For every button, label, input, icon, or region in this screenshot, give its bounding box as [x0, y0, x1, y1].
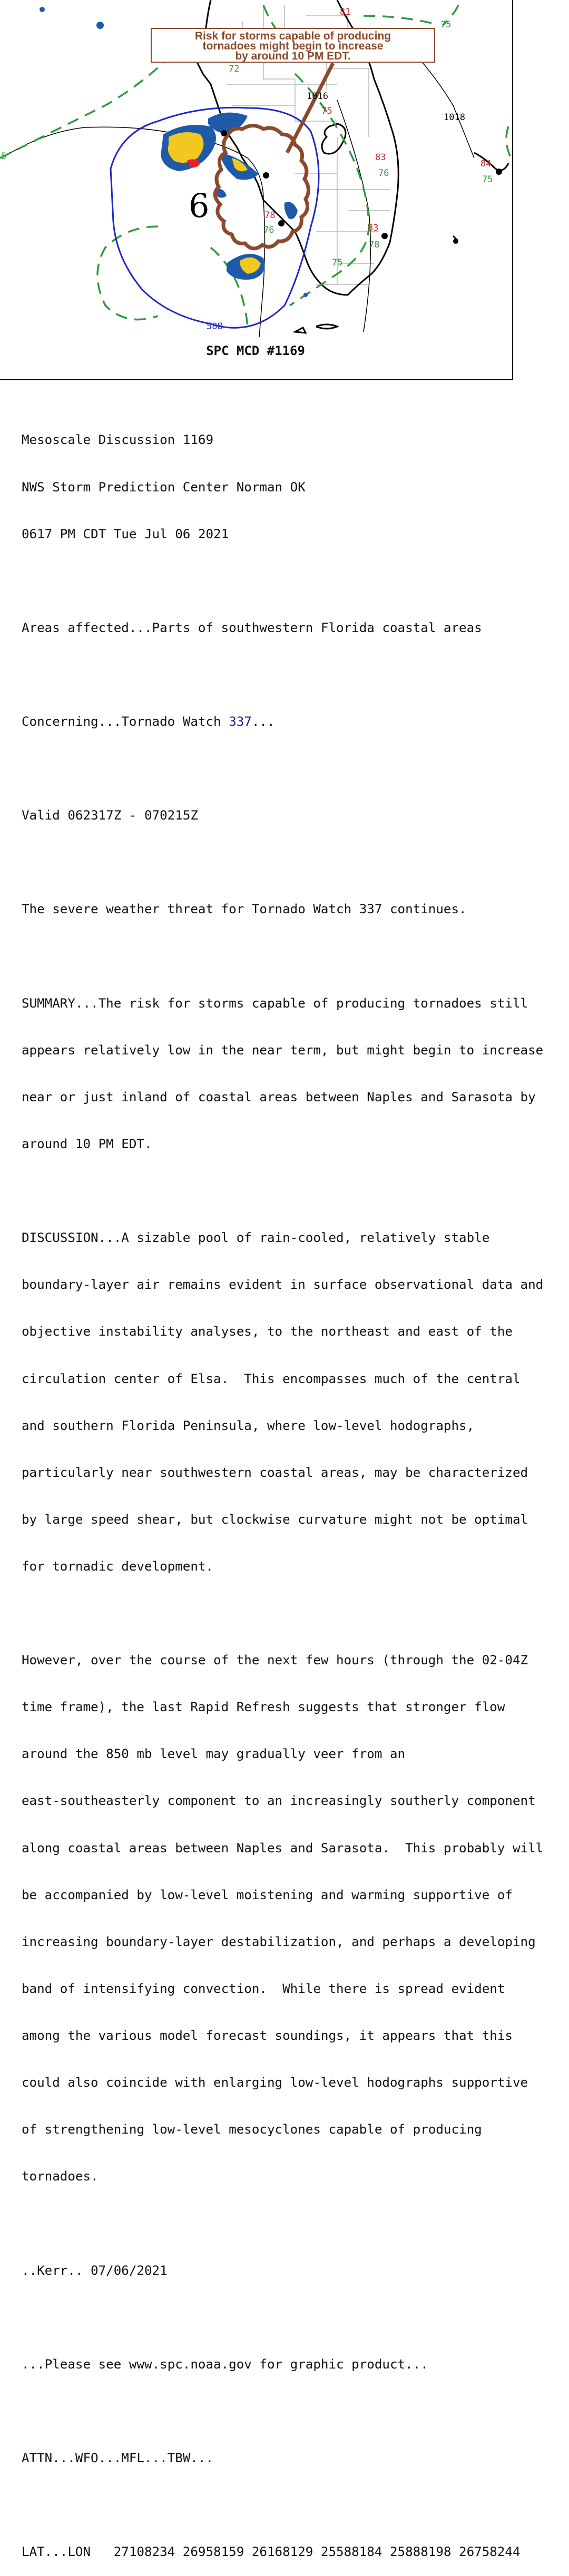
mcd-outline — [215, 126, 308, 249]
dewpoint-76b-label: 76 — [263, 225, 274, 235]
discussion-line: boundary-layer air remains evident in surface observational data and — [22, 1277, 544, 1292]
dewpoint-78-label: 78 — [369, 240, 380, 250]
discussion-text — [22, 401, 564, 2576]
discussion-line: objective instability analyses, to the northeast and east of the — [22, 1324, 513, 1339]
md-title: Mesoscale Discussion 1169 — [22, 432, 214, 448]
temp-81-label: 81 — [340, 7, 351, 17]
however-line: could also coincide with enlarging low-level hodographs supportive — [22, 2075, 528, 2090]
discussion-line: by large speed shear, but clockwise curvature might not be optimal — [22, 1512, 528, 1527]
dewpoint-75-right-label: 75 — [482, 174, 493, 185]
tornado-watch-link[interactable]: 337 — [229, 714, 252, 729]
callout-line: Risk for storms capable of producing — [194, 30, 391, 42]
discussion-line: circulation center of Elsa. This encompasses much of the central — [22, 1371, 521, 1386]
attn-offices: ATTN...WFO...MFL...TBW... — [22, 2450, 214, 2465]
isobar-1016-label: 1016 — [307, 91, 328, 102]
summary-line: appears relatively low in the near term, but might begin to increase — [22, 1042, 544, 1058]
temp-84-label: 84 — [480, 159, 492, 169]
isobars — [11, 55, 474, 337]
mcd-map-graphic — [0, 0, 513, 380]
callout-line: by around 10 PM EDT. — [235, 50, 351, 62]
concerning-line — [22, 714, 564, 730]
however-line: increasing boundary-layer destabilization, and perhaps a developing — [22, 1934, 536, 1949]
valid-time: Valid 062317Z - 070215Z — [22, 808, 198, 823]
however-line: around the 850 mb level may gradually veer from an — [22, 1746, 406, 1762]
summary-line: SUMMARY...The risk for storms capable of producing tornadoes still — [22, 995, 528, 1011]
however-line: band of intensifying convection. While there is spread evident — [22, 1981, 505, 1996]
however-line: along coastal areas between Naples and Sarasota. This probably will — [22, 1840, 544, 1855]
temp-83a-label: 83 — [375, 152, 386, 163]
temp-78-label: 78 — [264, 210, 276, 221]
dewpoint-5-left-label: 5 — [1, 151, 7, 162]
forecaster-signature: ..Kerr.. 07/06/2021 — [22, 2263, 168, 2278]
callout-line: tornadoes might begin to increase — [202, 40, 384, 52]
map-caption: SPC MCD #1169 — [206, 343, 305, 358]
temp-75-label: 75 — [321, 106, 332, 116]
md-office: NWS Storm Prediction Center Norman OK — [22, 479, 306, 495]
md-issued: 0617 PM CDT Tue Jul 06 2021 — [22, 526, 229, 541]
discussion-line: particularly near southwestern coastal areas, may be characterized — [22, 1465, 528, 1480]
discussion-line: and southern Florida Peninsula, where low-level hodographs, — [22, 1418, 475, 1433]
discussion-line: for tornadic development. — [22, 1558, 214, 1574]
however-line: However, over the course of the next few hours (through the 02-04Z — [22, 1653, 528, 1668]
dewpoint-75-top-label: 75 — [440, 19, 452, 30]
however-line: of strengthening low-level mesocyclones capable of producing — [22, 2122, 482, 2137]
concerning-suffix: ... — [251, 714, 275, 729]
dewpoint-75-mid-label: 75 — [332, 258, 343, 268]
areas-affected: Areas affected...Parts of southwestern Florida coastal areas — [22, 620, 482, 635]
tropical-storm-icon: 6 — [189, 186, 210, 225]
summary-line: near or just inland of coastal areas between Naples and Sarasota by — [22, 1089, 536, 1104]
isobar-1018-label: 1018 — [444, 112, 465, 123]
discussion-line: DISCUSSION...A sizable pool of rain-cooled, relatively stable — [22, 1230, 490, 1246]
temp-83b-label: 83 — [368, 223, 379, 233]
contour-588-label: 588 — [207, 321, 223, 332]
dewpoint-72-label: 72 — [229, 64, 240, 74]
however-line: time frame), the last Rapid Refresh suggests that stronger flow — [22, 1700, 505, 1715]
summary-line: around 10 PM EDT. — [22, 1136, 152, 1151]
map-callout-box — [151, 28, 435, 63]
concerning-prefix: Concerning...Tornado Watch — [22, 714, 229, 729]
however-line: among the various model forecast soundings, it appears that this — [22, 2028, 513, 2044]
however-line: east-southeasterly component to an increasingly southerly component — [22, 1793, 536, 1809]
however-line: tornadoes. — [22, 2169, 99, 2184]
however-line: be accompanied by low-level moistening and warming supportive of — [22, 1887, 513, 1902]
lat-lon: LAT...LON 27108234 26958159 26168129 25588184 25888198 26758244 — [22, 2544, 521, 2560]
dewpoint-76a-label: 76 — [378, 168, 389, 179]
see-graphic-note: ...Please see www.spc.noaa.gov for graphic product... — [22, 2356, 428, 2372]
threat-line: The severe weather threat for Tornado Watch 337 continues. — [22, 902, 467, 917]
